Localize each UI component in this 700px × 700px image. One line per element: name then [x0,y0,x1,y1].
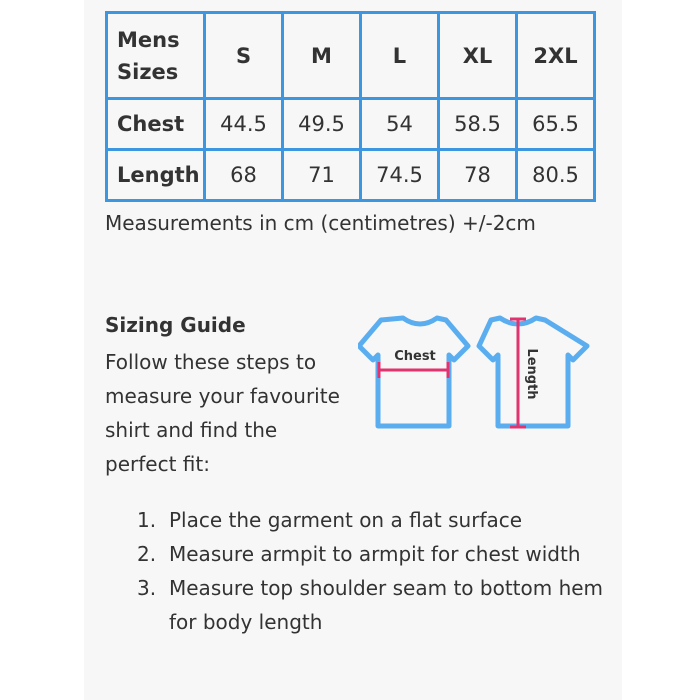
table-cell: 74.5 [361,150,439,201]
row-label-length: Length [107,150,205,201]
chest-diagram-label: Chest [394,349,436,364]
row-label-chest: Chest [107,99,205,150]
table-cell: 78 [439,150,517,201]
size-header-row [107,13,595,99]
table-corner-label [107,13,205,99]
table-cell: 49.5 [283,99,361,150]
table-cell: 54 [361,99,439,150]
size-header-m: M [283,13,361,99]
length-row [107,150,595,201]
table-cell: 80.5 [517,150,595,201]
sizing-guide-intro [105,345,365,481]
size-header-l: L [361,13,439,99]
step-number: 2. [137,542,157,566]
measure-steps-list [137,503,607,639]
chest-row [107,99,595,150]
intro-line: perfect fit: [105,452,210,476]
step-number: 3. [137,576,157,600]
table-cell: 58.5 [439,99,517,150]
list-item [137,503,607,537]
intro-line: Follow these steps to [105,350,317,374]
size-header-s: S [205,13,283,99]
step-number: 1. [137,508,157,532]
size-header-2xl: 2XL [517,13,595,99]
table-cell: 71 [283,150,361,201]
table-cell: 44.5 [205,99,283,150]
corner-line-1: Mens [117,27,180,52]
intro-line: shirt and find the [105,418,278,442]
step-text: Measure top shoulder seam to bottom hem for body length [169,576,604,634]
table-cell: 65.5 [517,99,595,150]
step-text: Measure armpit to armpit for chest width [169,542,581,566]
corner-line-2: Sizes [117,59,179,84]
size-header-xl: XL [439,13,517,99]
size-chart-table [105,11,596,202]
table-cell: 68 [205,150,283,201]
measurement-note: Measurements in cm (centimetres) +/-2cm [105,211,536,235]
length-diagram-label: Length [524,348,539,400]
sizing-guide-title: Sizing Guide [105,313,246,337]
list-item [137,537,607,571]
shirt-front-icon [359,318,468,426]
list-item [137,571,607,639]
shirt-measure-diagram [358,308,598,438]
step-text: Place the garment on a flat surface [169,508,523,532]
intro-line: measure your favourite [105,384,340,408]
